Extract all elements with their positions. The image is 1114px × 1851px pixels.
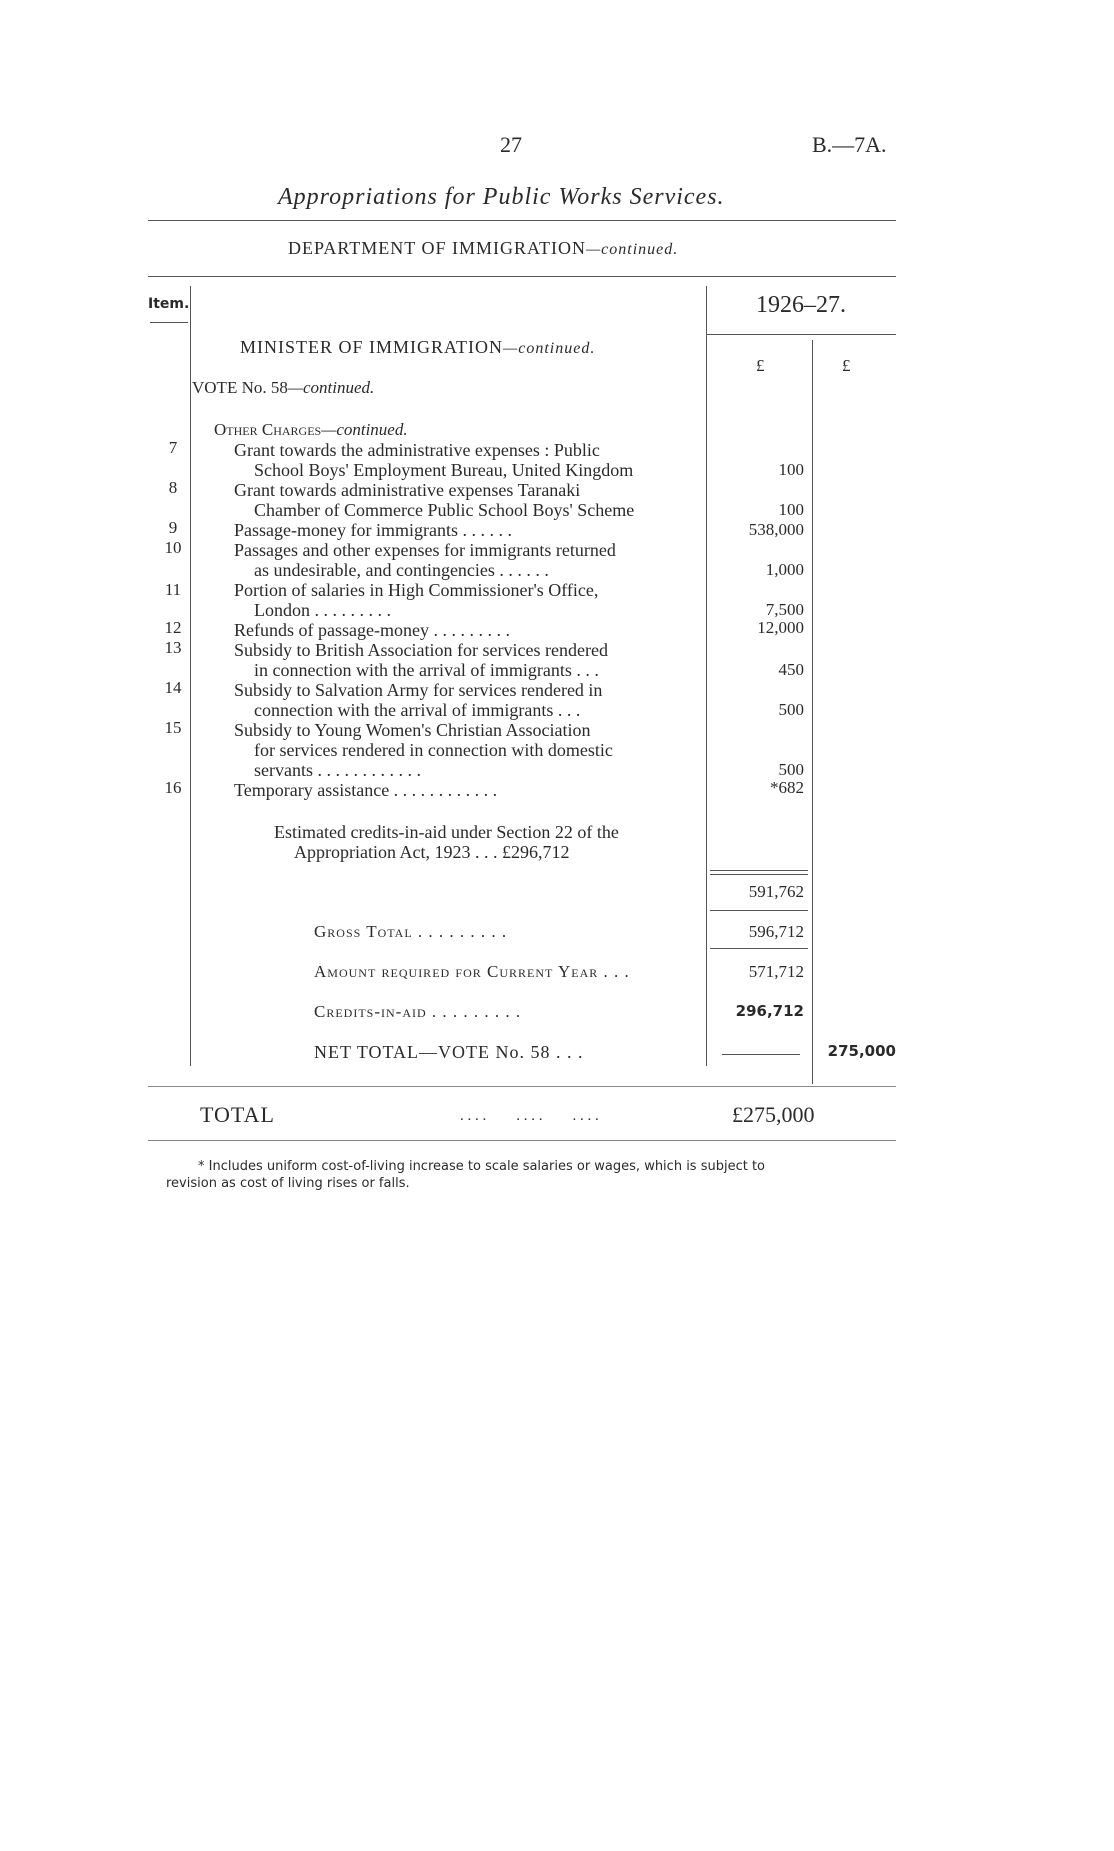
amount-required-amount: 571,712 [748, 962, 804, 981]
item-column-header: Item. [148, 296, 190, 312]
section-heading-main: MINISTER OF IMMIGRATION [240, 337, 504, 357]
item-number: 12 [164, 618, 182, 637]
section-heading-cont: —continued. [503, 340, 596, 357]
title-rule [148, 220, 896, 221]
item-description-line: servants . . . . . . . . . . . . [254, 760, 421, 780]
item-description-line: Refunds of passage-money . . . . . . . . . [234, 620, 510, 640]
item-amount: 500 [778, 760, 804, 779]
grand-total-dots: . . . . . . . . . . . . [460, 1108, 599, 1124]
pound-sign-col1: £ [756, 356, 765, 375]
credits-in-aid-label: Credits-in-aid . . . . . . . . . [314, 1002, 522, 1021]
vote-heading-cont: —continued. [287, 378, 375, 397]
item-description-line: London . . . . . . . . . [254, 600, 391, 620]
subtotal-amount: 591,762 [748, 882, 804, 901]
net-total-amount: 275,000 [827, 1042, 896, 1060]
gross-total-label: Gross Total . . . . . . . . . [314, 922, 508, 941]
item-description-line: in connection with the arrival of immigrants . . . [254, 660, 599, 680]
item-amount: 100 [778, 460, 804, 479]
amount-column-divider-mid [812, 340, 813, 1084]
item-number: 11 [164, 580, 182, 599]
item-description-line: as undesirable, and contingencies . . . . . . [254, 560, 549, 580]
subtotal-rule-top [710, 870, 808, 871]
item-description-line: for services rendered in connection with domestic [254, 740, 613, 760]
item-description-line: Grant towards the administrative expenses : Public [234, 440, 600, 460]
credits-in-aid-amount: 296,712 [735, 1002, 804, 1020]
item-number: 7 [168, 438, 178, 457]
charges-heading [214, 420, 408, 440]
item-number: 10 [164, 538, 182, 557]
net-total-label: NET TOTAL—VOTE No. 58 . . . [314, 1042, 584, 1062]
grand-total-amount: £275,000 [732, 1102, 815, 1127]
item-amount: 100 [778, 500, 804, 519]
total-rule-top [148, 1086, 896, 1087]
footnote-line: * Includes uniform cost-of-living increase to scale salaries or wages, which is subject to [198, 1159, 766, 1174]
gross-total-amount: 596,712 [748, 922, 804, 941]
subtotal-rule-bottom [710, 910, 808, 911]
item-number: 9 [168, 518, 178, 537]
item-amount: 7,500 [765, 600, 804, 619]
total-rule-bottom [148, 1140, 896, 1141]
item-number: 15 [164, 718, 182, 737]
item-description-line: connection with the arrival of immigrants . . . [254, 700, 581, 720]
charges-heading-main: Other Charges [214, 420, 322, 439]
item-number: 13 [164, 638, 182, 657]
credits-note-line: Appropriation Act, 1923 . . . £296,712 [294, 842, 570, 862]
page-number: 27 [500, 132, 522, 157]
charges-heading-cont: —continued. [321, 420, 408, 439]
amount-required-label: Amount required for Current Year . . . [314, 962, 630, 981]
section-heading [240, 337, 595, 358]
footnote-line: revision as cost of living rises or falls. [166, 1176, 410, 1191]
item-amount: 500 [778, 700, 804, 719]
item-amount: 12,000 [757, 618, 804, 637]
gross-total-rule [710, 948, 808, 949]
item-header-rule [150, 322, 188, 323]
item-description-line: Portion of salaries in High Commissioner's Office, [234, 580, 599, 600]
item-number: 8 [168, 478, 178, 497]
item-number: 14 [164, 678, 182, 697]
item-amount: *682 [770, 778, 804, 797]
year-header-rule [706, 334, 896, 335]
year-column-header: 1926–27. [756, 292, 846, 318]
subtotal-rule-top-2 [710, 874, 808, 875]
page-title: Appropriations for Public Works Services. [278, 184, 725, 210]
item-description-line: Subsidy to Young Women's Christian Association [234, 720, 591, 740]
item-description-line: Passage-money for immigrants . . . . . . [234, 520, 512, 540]
item-description-line: Subsidy to Salvation Army for services rendered in [234, 680, 603, 700]
item-amount: 538,000 [748, 520, 804, 539]
department-heading-main: DEPARTMENT OF IMMIGRATION [288, 238, 586, 258]
item-number: 16 [164, 778, 182, 797]
item-amount: 450 [778, 660, 804, 679]
item-amount: 1,000 [765, 560, 804, 579]
credits-note-line: Estimated credits-in-aid under Section 22 of the [274, 822, 619, 842]
item-description-line: Chamber of Commerce Public School Boys' Scheme [254, 500, 635, 520]
item-description-line: Subsidy to British Association for services rendered [234, 640, 608, 660]
vote-heading-main: VOTE No. 58 [192, 378, 288, 397]
item-description-line: Passages and other expenses for immigrants returned [234, 540, 616, 560]
department-heading-cont: —continued. [585, 241, 679, 258]
item-column-divider [190, 286, 191, 1066]
document-reference: B.—7A. [812, 132, 887, 157]
department-heading [288, 238, 678, 259]
item-description-line: Grant towards administrative expenses Taranaki [234, 480, 581, 500]
item-description-line: School Boys' Employment Bureau, United Kingdom [254, 460, 634, 480]
grand-total-label: TOTAL [200, 1102, 275, 1127]
pound-sign-col2: £ [842, 356, 851, 375]
item-description-line: Temporary assistance . . . . . . . . . . . . [234, 780, 498, 800]
net-total-dash [722, 1054, 800, 1055]
vote-heading [192, 378, 374, 398]
table-top-rule [148, 276, 896, 277]
